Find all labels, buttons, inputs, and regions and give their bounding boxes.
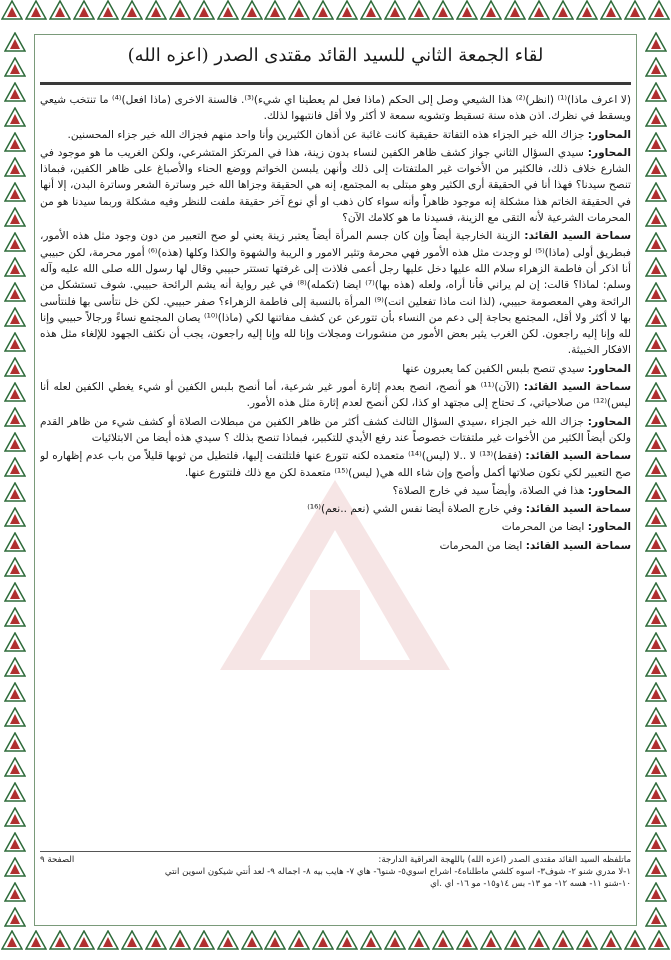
border-ornament-icon <box>4 582 26 604</box>
border-ornament-icon <box>645 282 667 304</box>
border-ornament-icon <box>624 930 646 952</box>
border-ornament-icon <box>645 207 667 229</box>
border-ornament-icon <box>408 930 430 952</box>
border-ornament-icon <box>288 0 310 22</box>
border-ornament-icon <box>25 0 47 22</box>
footnote-source-note: ماتلفظه السيد القائد مقتدى الصدر (اعزه الله) باللهجة العراقية الدارجة: <box>378 855 631 865</box>
border-ornament-icon <box>408 0 430 22</box>
footnote-glossary: ١٠-شنو ١١- هسه ١٢- مو ١٣- بس ١٤و١٥- مو ١٦- اي .اي <box>430 879 631 889</box>
speaker-label: سماحة السيد القائد: <box>525 450 631 463</box>
border-ornament-icon <box>4 757 26 779</box>
border-ornament-icon <box>645 57 667 79</box>
border-ornament-icon <box>456 0 478 22</box>
speaker-label: المحاور: <box>587 415 631 428</box>
border-ornament-icon <box>645 882 667 904</box>
paragraph: (لا اعرف ماذا)⁽¹⁾ (انظر)⁽²⁾ هذا الشيعي وصل إلى الحكم (ماذا فعل لم يعطينا اي شيء)⁽³⁾. فالسنة الاخرى (ماذا افعل)⁽⁴⁾ ما تنتخب شيعي ويسقط في نظرك. اذن هذه سنة تسقيط وتشويه سمعة لا أكثر ولا أقل فانتبهوا لذلك. <box>40 94 631 123</box>
border-ornament-icon <box>336 0 358 22</box>
paragraph: المحاور: جزاك الله خير الجزاء هذه التفاتة حقيقية كانت غائبة عن أذهان الكثيرين وأنا واحد منهم فجزاك الله خير جزاء المحسنين. <box>67 128 631 141</box>
border-ornament-icon <box>645 832 667 854</box>
border-ornament-icon <box>645 732 667 754</box>
border-ornament-icon <box>528 930 550 952</box>
interview-transcript <box>40 92 631 812</box>
border-ornament-icon <box>432 0 454 22</box>
border-ornament-icon <box>645 407 667 429</box>
border-ornament-icon <box>645 382 667 404</box>
border-ornament-icon <box>4 357 26 379</box>
border-ornament-icon <box>4 232 26 254</box>
border-ornament-icon <box>4 457 26 479</box>
border-ornament-icon <box>645 232 667 254</box>
footnote-glossary: ١-لا مدري شنو ٢- شوف٣- اسوه كلشي ماطلناه٤- اشراح اسوي٥- شنو٦- هاي ٧- هايب بيه ٨- اجماله ٩- لعد أنتي شيكون اسوين انتي <box>164 867 631 877</box>
border-ornament-icon <box>4 507 26 529</box>
speaker-label: المحاور: <box>587 362 631 375</box>
border-ornament-icon <box>49 0 71 22</box>
border-ornament-icon <box>645 557 667 579</box>
border-ornament-icon <box>264 0 286 22</box>
speaker-label: المحاور: <box>587 146 631 159</box>
border-ornament-icon <box>504 0 526 22</box>
border-ornament-icon <box>4 832 26 854</box>
border-ornament-icon <box>645 532 667 554</box>
border-ornament-icon <box>4 407 26 429</box>
border-ornament-icon <box>4 482 26 504</box>
border-ornament-icon <box>217 0 239 22</box>
border-ornament-icon <box>4 857 26 879</box>
border-ornament-icon <box>4 907 26 929</box>
border-ornament-icon <box>4 57 26 79</box>
right-ornament-border <box>641 30 671 930</box>
border-ornament-icon <box>645 182 667 204</box>
border-ornament-icon <box>4 707 26 729</box>
border-ornament-icon <box>504 930 526 952</box>
bottom-ornament-border <box>0 930 671 960</box>
border-ornament-icon <box>600 0 622 22</box>
border-ornament-icon <box>384 930 406 952</box>
footnotes <box>40 854 631 894</box>
border-ornament-icon <box>4 157 26 179</box>
border-ornament-icon <box>1 0 23 22</box>
border-ornament-icon <box>312 0 334 22</box>
paragraph: سماحة السيد القائد: ايضا من المحرمات <box>439 539 631 552</box>
border-ornament-icon <box>645 582 667 604</box>
border-ornament-icon <box>145 0 167 22</box>
border-ornament-icon <box>241 0 263 22</box>
border-ornament-icon <box>600 930 622 952</box>
paragraph: المحاور: سيدي تنصح بلبس الكفين كما يعبرون عنها <box>402 362 631 375</box>
border-ornament-icon <box>576 930 598 952</box>
border-ornament-icon <box>336 930 358 952</box>
speaker-label: سماحة السيد القائد: <box>524 230 631 243</box>
border-ornament-icon <box>645 707 667 729</box>
border-ornament-icon <box>4 632 26 654</box>
border-ornament-icon <box>645 507 667 529</box>
border-ornament-icon <box>73 930 95 952</box>
border-ornament-icon <box>73 0 95 22</box>
speaker-label: المحاور: <box>587 521 631 534</box>
border-ornament-icon <box>645 132 667 154</box>
border-ornament-icon <box>456 930 478 952</box>
border-ornament-icon <box>4 882 26 904</box>
border-ornament-icon <box>312 930 334 952</box>
border-ornament-icon <box>645 257 667 279</box>
border-ornament-icon <box>4 307 26 329</box>
border-ornament-icon <box>264 930 286 952</box>
border-ornament-icon <box>1 930 23 952</box>
border-ornament-icon <box>648 930 670 952</box>
border-ornament-icon <box>645 157 667 179</box>
border-ornament-icon <box>4 682 26 704</box>
border-ornament-icon <box>25 930 47 952</box>
border-ornament-icon <box>645 807 667 829</box>
border-ornament-icon <box>4 782 26 804</box>
border-ornament-icon <box>576 0 598 22</box>
paragraph: سماحة السيد القائد: (فقط)⁽¹³⁾ لا ..لا (ليس)⁽¹⁴⁾ متعمده لكنه تتورع عنها فلتلتفت إليها، فلتطيل من ثوبها قليلاً من باب عدم إظهاره لو صح التعبير لكي تكون صلاتها أكمل وأصح وإن شاء الله هي( ليس)⁽¹⁵⁾ متعمدة لكن مع ذلك فلتتورع عنها. <box>40 450 631 479</box>
border-ornament-icon <box>645 82 667 104</box>
border-ornament-icon <box>4 107 26 129</box>
border-ornament-icon <box>97 930 119 952</box>
border-ornament-icon <box>193 0 215 22</box>
border-ornament-icon <box>4 807 26 829</box>
border-ornament-icon <box>432 930 454 952</box>
border-ornament-icon <box>121 0 143 22</box>
paragraph: سماحة السيد القائد: الزينة الخارجية أيضاً وإن كان جسم المرأة أيضاً يعتبر زينة يعني لو صح التعبير من دون وجود مثل هذه الأمور، فبطريق أولى (ماذا)⁽⁵⁾ لو وجدت مثل هذه الأمور فهي محرمة وتثير الامور و الريبة والشهوة والكذا وكلها (هذه)⁽⁶⁾ أمور محرمة، لكن حبيبي أنا اذكر أن فاطمة الزهراء سلام الله عليها دخل عليها رجل أعمى فلاذت إلى غرفتها تستتر حبيبي وقال لها رسول الله صلى الله عليه وآله وسلم: لماذا؟ قالت: إن لم يراني فأنا أراه، ولعله (هذه بها)⁽⁷⁾ ايضا (تكمله)⁽⁸⁾ في غير رواية أنه يشم الرائحة حبيبي. شوف تستشكل من الرائحة وهي المعصومة حبيبي، (لذا انت ماذا تفعلين انت)⁽⁹⁾ المرأة بالنسبة إلى فاطمة الزهراء؟ صفر حبيبي. لكن خل نتأسى بها فلنتأسى بها لا أكثر ولا أقل، المجتمع بحاجة إلى دعم من النساء بأن تتورعن عن كشف مفاتنها لكي (ماذا)⁽¹⁰⁾ يصان المجتمع نساءً ورجالاً حبيبي وإنا لله وإنا إليه راجعون. لكن الغرب يثير بعض الأمور من منشورات ومجلات وإنا لله وإنا إليه راجعون، يجب أن نكثف الجهود للإلغاء مثل هذه الافكار الخبيثة. <box>40 230 631 357</box>
border-ornament-icon <box>645 632 667 654</box>
border-ornament-icon <box>97 0 119 22</box>
border-ornament-icon <box>645 107 667 129</box>
border-ornament-icon <box>645 482 667 504</box>
paragraph: المحاور: جزاك الله خير الجزاء ،سيدي السؤال الثالث كشف أكثر من ظاهر الكفين من مبطلات الصلاة أو كشف شيء من ظاهر القدم ولكن أيضاً الكثير من الأخوات غير ملتفتات خصوصاً عند رفع الأيدي للتكبير، فبماذا تنصح بذلك ؟ سيدي هذه أيضا من الابتلائيات <box>40 415 631 444</box>
border-ornament-icon <box>645 432 667 454</box>
border-ornament-icon <box>4 557 26 579</box>
border-ornament-icon <box>4 282 26 304</box>
border-ornament-icon <box>145 930 167 952</box>
border-ornament-icon <box>169 0 191 22</box>
paragraph: المحاور: سيدي السؤال الثاني جواز كشف ظاهر الكفين لنساء بدون زينة، هذا في المرتكز المتشرعي، ولكن الغريب ما هو موجود في الشارع خلاف ذلك، فالكثير من الأخوات غير الملتفتات إلى ذلك وأنهن يلبسن الخواتم ووضع الحناء والأصباغ على ظاهر الكفين، فبماذا تنصح سيدنا؟ فهذا أنا في الحقيقة أرى الكثير وهو مبتلى به المجتمع، إنه هي الحقيقة وجزاها الله خير وساترة الشعر وساترة البدن، إلا أنها في الحقيقة الخاتم هذا مشكلة إنه موجود ظاهراً وأنه سواء كان ذهب او أي نوع آخر حقيقة ملفت للنظر وفيه مشكلة وربما سيدنا هو من المحرمات الشرعية لأنه التقى مع الزينة، فسيدنا ما هو كلامك الآن؟ <box>40 146 631 225</box>
border-ornament-icon <box>552 930 574 952</box>
speaker-label: سماحة السيد القائد: <box>523 381 631 394</box>
border-ornament-icon <box>4 332 26 354</box>
border-ornament-icon <box>217 930 239 952</box>
border-ornament-icon <box>4 132 26 154</box>
border-ornament-icon <box>241 930 263 952</box>
speaker-label: سماحة السيد القائد: <box>525 503 631 516</box>
border-ornament-icon <box>4 182 26 204</box>
title-divider <box>40 82 631 85</box>
border-ornament-icon <box>645 682 667 704</box>
border-ornament-icon <box>645 307 667 329</box>
border-ornament-icon <box>4 607 26 629</box>
border-ornament-icon <box>4 82 26 104</box>
footer-divider <box>40 851 631 852</box>
paragraph: سماحة السيد القائد: وفي خارج الصلاة أيضا نفس الشي (نعم ..نعم)⁽¹⁶⁾ <box>307 503 631 516</box>
border-ornament-icon <box>624 0 646 22</box>
border-ornament-icon <box>645 607 667 629</box>
speaker-label: المحاور: <box>587 484 631 497</box>
speaker-label: سماحة السيد القائد: <box>525 539 631 552</box>
border-ornament-icon <box>645 907 667 929</box>
border-ornament-icon <box>360 930 382 952</box>
border-ornament-icon <box>4 732 26 754</box>
page-title: لقاء الجمعة الثاني للسيد القائد مقتدى الصدر (اعزه الله) <box>127 45 544 66</box>
border-ornament-icon <box>648 0 670 22</box>
speaker-label: المحاور: <box>587 128 631 141</box>
border-ornament-icon <box>288 930 310 952</box>
border-ornament-icon <box>645 757 667 779</box>
border-ornament-icon <box>552 0 574 22</box>
border-ornament-icon <box>645 782 667 804</box>
top-ornament-border <box>0 0 671 30</box>
border-ornament-icon <box>169 930 191 952</box>
border-ornament-icon <box>121 930 143 952</box>
border-ornament-icon <box>49 930 71 952</box>
border-ornament-icon <box>4 432 26 454</box>
border-ornament-icon <box>4 382 26 404</box>
border-ornament-icon <box>360 0 382 22</box>
border-ornament-icon <box>645 357 667 379</box>
left-ornament-border <box>0 30 30 930</box>
border-ornament-icon <box>4 257 26 279</box>
border-ornament-icon <box>193 930 215 952</box>
border-ornament-icon <box>480 0 502 22</box>
border-ornament-icon <box>645 32 667 54</box>
border-ornament-icon <box>645 457 667 479</box>
paragraph: المحاور: ايضا من المحرمات <box>501 521 631 534</box>
page-number: الصفحة ٩ <box>40 855 75 865</box>
border-ornament-icon <box>384 0 406 22</box>
border-ornament-icon <box>4 32 26 54</box>
border-ornament-icon <box>645 857 667 879</box>
paragraph: سماحة السيد القائد: (الآن)⁽¹¹⁾ هو أنصح، انصح بعدم إثارة أمور غير شرعية، أما أنصح بلبس الكفين أو شيء يغطي الكفين لعله أنا ليس)⁽¹²⁾ من صلاحياتي، كـ تحتاج إلى مجتهد او كذا، لكن أنصح لعدم إثارة مثل هذه الأمور. <box>40 381 631 410</box>
border-ornament-icon <box>645 332 667 354</box>
border-ornament-icon <box>528 0 550 22</box>
border-ornament-icon <box>4 657 26 679</box>
border-ornament-icon <box>645 657 667 679</box>
border-ornament-icon <box>4 532 26 554</box>
paragraph: المحاور: هذا في الصلاة، وأيضاً سيد في خارج الصلاة؟ <box>392 484 631 497</box>
border-ornament-icon <box>480 930 502 952</box>
border-ornament-icon <box>4 207 26 229</box>
